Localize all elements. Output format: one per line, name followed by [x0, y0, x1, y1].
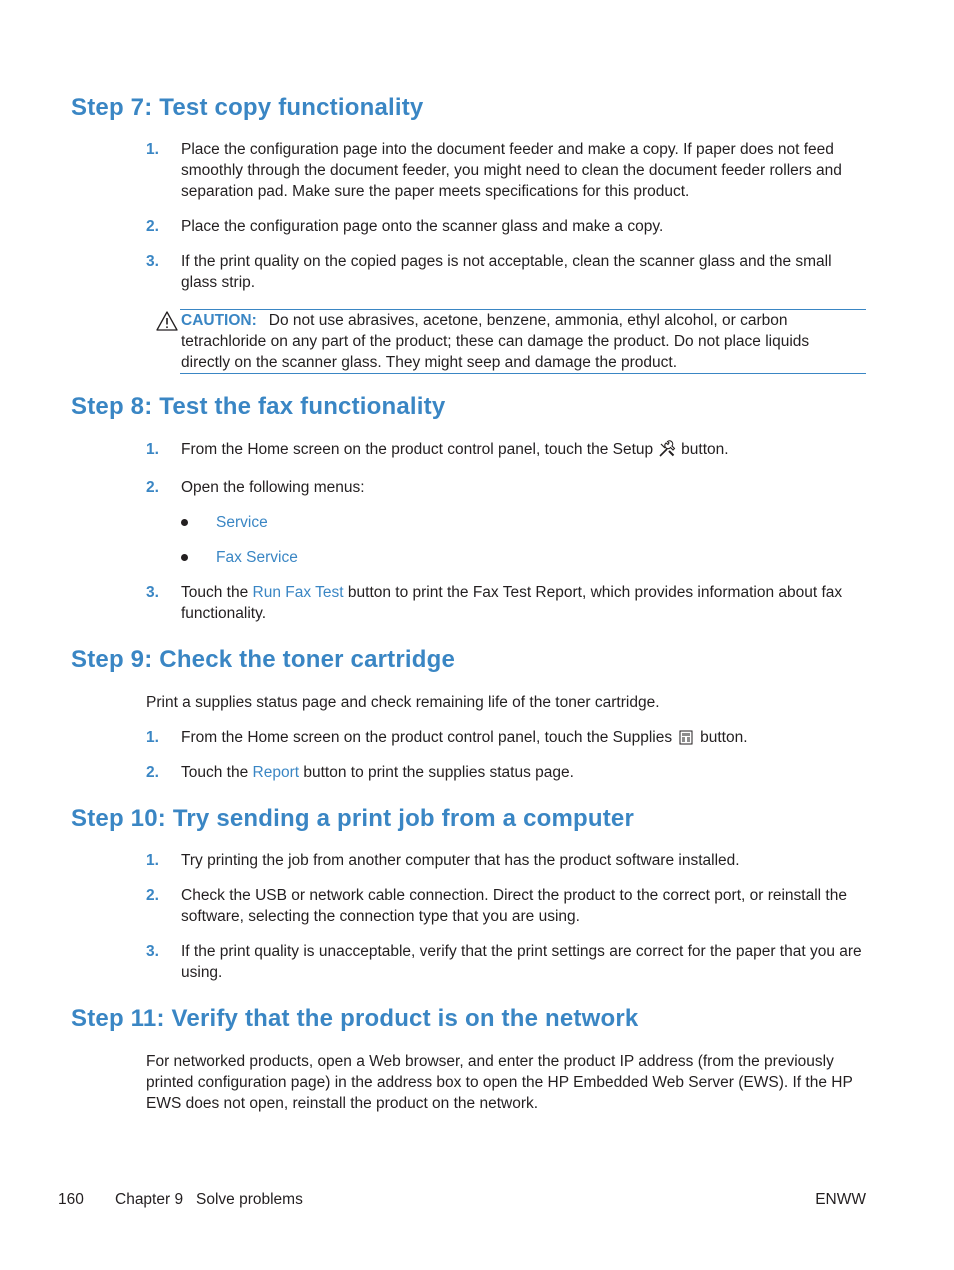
caution-box: [180, 309, 866, 374]
item-text: [181, 762, 866, 783]
item-text: Check the USB or network cable connection. Direct the product to the correct port, or reinstall the software, selecting the connection type that you are using.: [181, 887, 847, 925]
item-number: 1.: [146, 141, 159, 158]
fax-service-link[interactable]: Fax Service: [216, 549, 298, 566]
report-link[interactable]: Report: [252, 764, 300, 781]
item-text: If the print quality is unacceptable, verify that the print settings are correct for the paper that you are using.: [181, 943, 862, 981]
footer-page-number: 160: [58, 1191, 84, 1208]
item-text-before: Touch the: [181, 764, 249, 781]
service-link[interactable]: Service: [216, 514, 268, 531]
item-number: 2.: [146, 218, 159, 235]
item-text-after: button to print the supplies status page.: [303, 764, 574, 781]
item-number: 1.: [146, 852, 159, 869]
footer-chapter: Chapter 9 Solve problems: [115, 1191, 303, 1208]
caution-text: Do not use abrasives, acetone, benzene, ammonia, ethyl alcohol, or carbon tetrachloride on any part of the product; these can damage the product. Do not place liquids directly on the scanner glass. They might seep and damage the product.: [181, 312, 810, 371]
item-number: 2.: [146, 887, 159, 904]
menu-item-fax-service: [181, 547, 298, 568]
item-text: [181, 582, 866, 624]
caution-label: CAUTION:: [181, 312, 257, 329]
step11-heading: Step 11: Verify that the product is on the network: [71, 1005, 639, 1032]
step9-item-2: [146, 762, 866, 783]
step7-item-1: [146, 139, 866, 202]
menu-item-service: [181, 512, 268, 533]
setup-icon: [657, 440, 677, 458]
step8-heading: Step 8: Test the fax functionality: [71, 393, 446, 420]
step8-item-1: [146, 439, 866, 460]
item-text-before: From the Home screen on the product control panel, touch the Supplies: [181, 729, 673, 746]
item-text-before: Touch the: [181, 584, 249, 601]
step10-heading: Step 10: Try sending a print job from a computer: [71, 805, 635, 832]
step8-item-3: [146, 582, 866, 624]
item-text: [181, 727, 866, 748]
item-text: If the print quality on the copied pages is not acceptable, clean the scanner glass and the small glass strip.: [181, 253, 832, 291]
step10-item-3: [146, 941, 866, 983]
item-text-after: button.: [681, 441, 729, 458]
item-text-after: button to print the Fax Test Report, which provides information about fax functionality.: [181, 584, 843, 622]
warning-icon: [156, 311, 178, 331]
bullet: [181, 554, 188, 561]
item-number: 2.: [146, 764, 159, 781]
step10-item-1: [146, 850, 866, 871]
item-text: [181, 439, 866, 460]
item-text-before: From the Home screen on the product control panel, touch the Setup: [181, 441, 654, 458]
step9-heading: Step 9: Check the toner cartridge: [71, 646, 456, 673]
item-number: 1.: [146, 729, 159, 746]
step11-text: For networked products, open a Web browser, and enter the product IP address (from the previously printed configuration page) in the address box to open the HP Embedded Web Server (EWS). If the HP EWS does not open, reinstall the product on the network.: [146, 1053, 853, 1112]
run-fax-test-link[interactable]: Run Fax Test: [252, 584, 344, 601]
item-text: Place the configuration page onto the scanner glass and make a copy.: [181, 218, 664, 235]
bullet: [181, 519, 188, 526]
item-number: 2.: [146, 479, 159, 496]
step7-item-2: [146, 216, 866, 237]
item-text: Try printing the job from another computer that has the product software installed.: [181, 852, 740, 869]
item-text: Open the following menus:: [181, 479, 365, 496]
step8-item-2: [146, 477, 866, 498]
step9-intro: Print a supplies status page and check remaining life of the toner cartridge.: [146, 694, 660, 711]
item-number: 3.: [146, 584, 159, 601]
item-text: Place the configuration page into the document feeder and make a copy. If paper does not feed smoothly through the document feeder, you might need to clean the document feeder rollers and separation pad. Make sure the paper meets specifications for this product.: [181, 141, 842, 200]
caution-text-block: [181, 310, 861, 373]
item-number: 3.: [146, 943, 159, 960]
item-text-after: button.: [700, 729, 748, 746]
supplies-icon: [676, 728, 696, 746]
item-number: 3.: [146, 253, 159, 270]
step7-item-3: [146, 251, 866, 293]
item-number: 1.: [146, 441, 159, 458]
step10-item-2: [146, 885, 866, 927]
step7-heading: Step 7: Test copy functionality: [71, 94, 424, 121]
step9-item-1: [146, 727, 866, 748]
footer-right: ENWW: [815, 1191, 866, 1208]
